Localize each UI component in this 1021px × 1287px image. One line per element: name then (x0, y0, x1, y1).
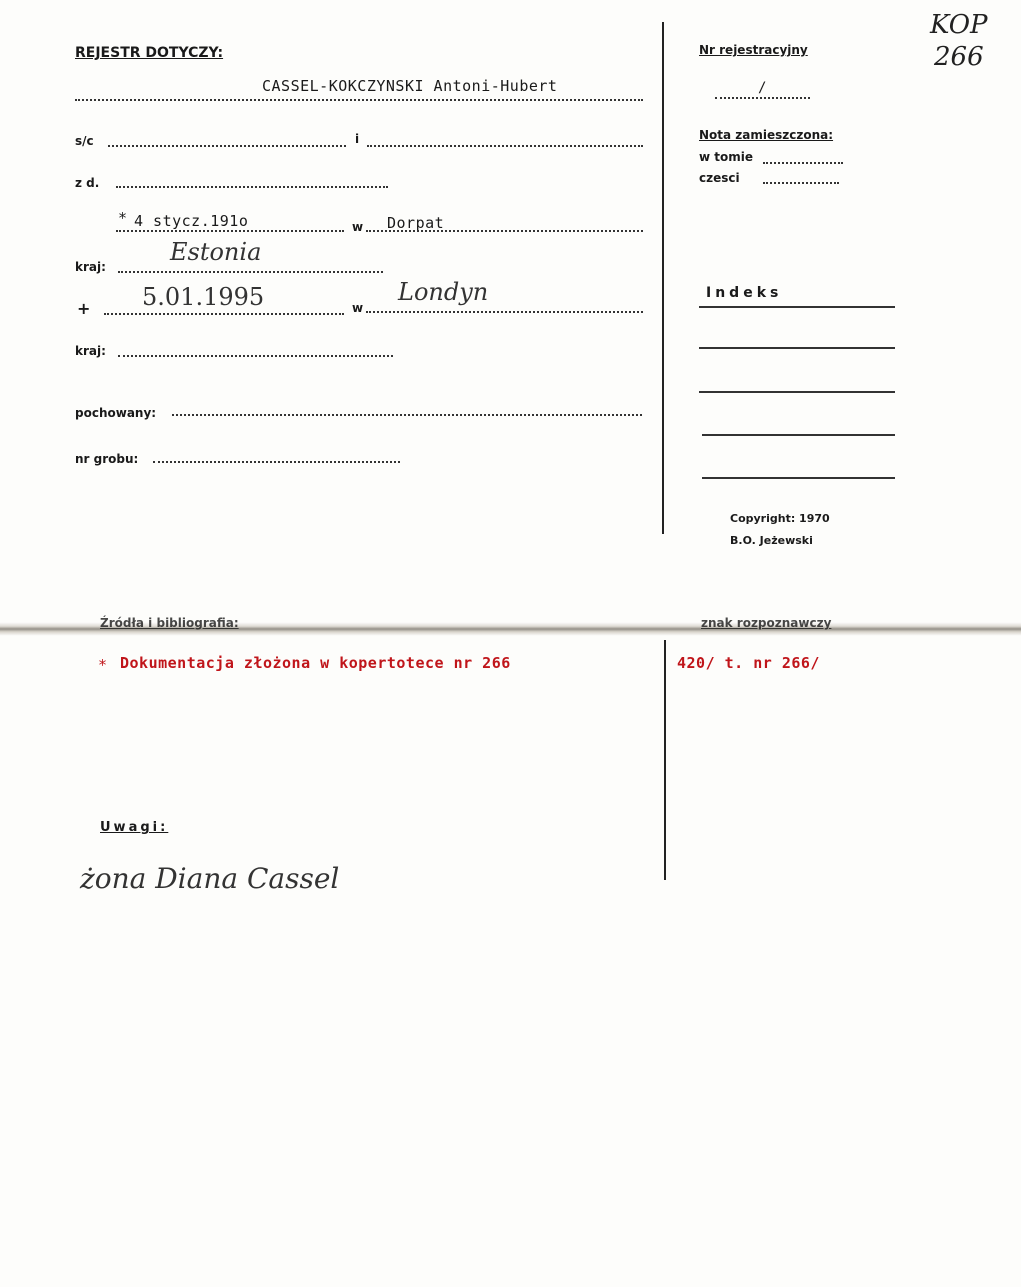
corner-note-line1: KOP (930, 10, 988, 40)
grave-dotted-line (153, 461, 400, 463)
death-w-label: w (352, 301, 364, 315)
i-label: i (355, 132, 360, 146)
death-date: 5.01.1995 (142, 283, 265, 311)
index-label: Indeks (706, 285, 783, 301)
copyright-line1: Copyright: 1970 (730, 512, 830, 525)
buried-dotted-line (172, 414, 642, 416)
sources-text: Dokumentacja złożona w kopertotece nr 266 (120, 654, 511, 672)
copyright-line2: B.O. Jeżewski (730, 534, 813, 547)
i-dotted-line (367, 145, 643, 147)
birth-date-dotted-line (116, 230, 344, 232)
volume-dotted-line (763, 162, 843, 164)
birth-place-dotted-line (366, 230, 643, 232)
death-place: Londyn (398, 278, 489, 306)
remarks-value: żona Diana Cassel (80, 862, 340, 895)
person-name: CASSEL-KOKCZYNSKI Antoni-Hubert (262, 77, 558, 95)
grave-label: nr grobu: (75, 452, 139, 466)
volume-label: w tomie (699, 150, 753, 164)
birth-mark: * (118, 209, 128, 227)
buried-label: pochowany: (75, 406, 157, 420)
sources-label: Źródła i bibliografia: (100, 616, 239, 630)
death-date-dotted-line (104, 313, 344, 315)
kraj1-value: Estonia (170, 238, 262, 266)
corner-note-line2: 266 (934, 42, 984, 72)
index-line-5 (702, 477, 895, 479)
index-line-4 (702, 434, 895, 436)
reg-no-value: / (758, 80, 767, 96)
note-label: Nota zamieszczona: (699, 128, 834, 142)
index-line-3 (699, 391, 895, 393)
remarks-label: Uwagi: (100, 820, 169, 835)
register-title: REJESTR DOTYCZY: (75, 45, 224, 61)
index-line-2 (699, 347, 895, 349)
zd-dotted-line (116, 186, 388, 188)
death-mark: + (77, 299, 91, 318)
sign-value: 420/ t. nr 266/ (677, 654, 820, 672)
kraj2-dotted-line (118, 355, 393, 357)
birth-w-label: w (352, 220, 364, 234)
column-divider (662, 22, 664, 534)
sign-label: znak rozpoznawczy (701, 616, 832, 630)
death-place-dotted-line (366, 311, 643, 313)
index-line-1 (699, 306, 895, 308)
zd-label: z d. (75, 176, 100, 190)
column-divider-lower (664, 640, 666, 880)
birth-place: Dorpat (387, 214, 445, 232)
part-label: czesci (699, 171, 740, 185)
kraj1-dotted-line (118, 271, 383, 273)
name-dotted-line (75, 99, 643, 101)
reg-no-dotted-line (715, 97, 810, 99)
sc-dotted-line (108, 145, 346, 147)
kraj1-label: kraj: (75, 260, 106, 274)
sources-mark: * (98, 656, 108, 674)
part-dotted-line (763, 182, 839, 184)
kraj2-label: kraj: (75, 344, 106, 358)
sc-label: s/c (75, 134, 94, 148)
reg-no-label: Nr rejestracyjny (699, 43, 808, 57)
birth-date: 4 stycz.191o (134, 212, 249, 230)
